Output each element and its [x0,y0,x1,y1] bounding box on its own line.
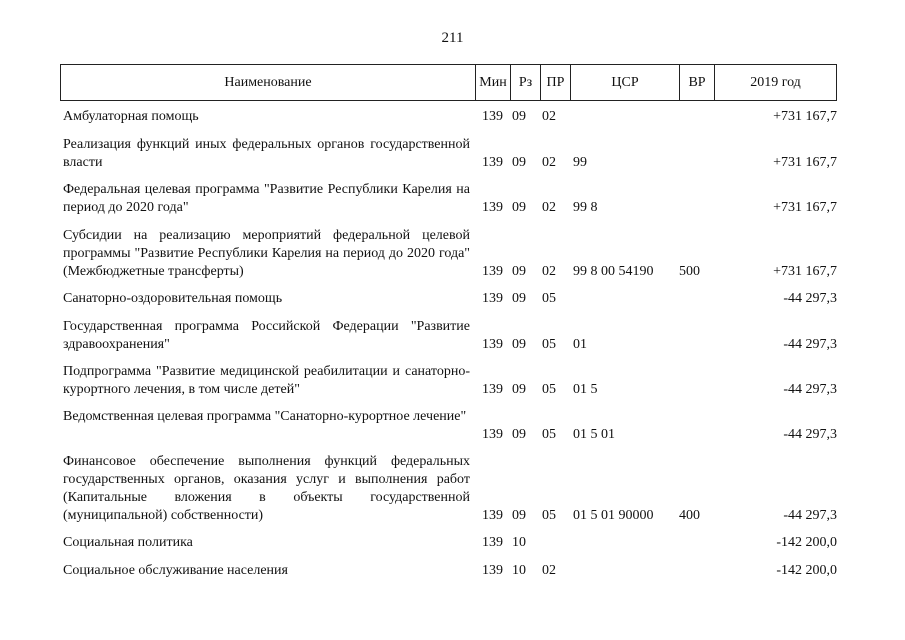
row-rz: 10 [512,563,526,578]
row-min: 139 [482,427,503,442]
row-csr: 01 [573,337,587,352]
row-name: Социальная политика [63,535,193,550]
header-min: Мин [475,65,510,100]
row-vr: 500 [679,264,700,279]
row-pr: 02 [542,264,556,279]
row-csr: 99 [573,155,587,170]
row-amount: -142 200,0 [776,535,837,550]
row-pr: 02 [542,200,556,215]
row-min: 139 [482,264,503,279]
row-amount: +731 167,7 [773,109,837,124]
table-header [60,64,837,101]
row-min: 139 [482,337,503,352]
row-amount: -44 297,3 [783,508,837,523]
row-csr: 99 8 [573,200,598,215]
row-rz: 09 [512,264,526,279]
row-rz: 09 [512,427,526,442]
row-rz: 09 [512,382,526,397]
header-rz: Рз [510,65,540,100]
row-name: Санаторно-оздоровительная помощь [63,291,283,306]
row-amount: -44 297,3 [783,291,837,306]
header-year: 2019 год [714,65,836,100]
row-name: Ведомственная целевая программа "Санаторно-курортное лечение" [63,409,467,424]
row-name: Федеральная целевая программа "Развитие Республики Карелия на период до 2020 года" [63,182,470,215]
row-rz: 09 [512,291,526,306]
row-amount: +731 167,7 [773,155,837,170]
row-rz: 09 [512,337,526,352]
row-name: Социальное обслуживание населения [63,563,288,578]
row-pr: 05 [542,291,556,306]
row-name: Амбулаторная помощь [63,109,199,124]
header-name: Наименование [224,75,312,90]
row-pr: 02 [542,155,556,170]
row-min: 139 [482,109,503,124]
row-min: 139 [482,382,503,397]
row-min: 139 [482,155,503,170]
row-rz: 10 [512,535,526,550]
row-min: 139 [482,563,503,578]
row-rz: 09 [512,200,526,215]
row-csr: 01 5 01 90000 [573,508,654,523]
row-pr: 05 [542,382,556,397]
row-name: Финансовое обеспечение выполнения функций федеральных государственных органов, оказания услуг и выполнения работ (Капитальные вложения в объекты государственной (муниципальной) собственности) [63,454,470,523]
row-pr: 02 [542,563,556,578]
row-amount: -44 297,3 [783,382,837,397]
row-amount: -44 297,3 [783,427,837,442]
row-rz: 09 [512,508,526,523]
row-pr: 02 [542,109,556,124]
row-name: Подпрограмма "Развитие медицинской реабилитации и санаторно-курортного лечения, в том числе детей" [63,364,470,397]
row-name: Субсидии на реализацию мероприятий федеральной целевой программы "Развитие Республики Карелия на период до 2020 года" (Межбюджетные трансферты) [63,228,470,279]
row-name: Реализация функций иных федеральных органов государственной власти [63,137,470,170]
row-amount: +731 167,7 [773,264,837,279]
row-amount: -44 297,3 [783,337,837,352]
row-csr: 01 5 [573,382,598,397]
row-min: 139 [482,291,503,306]
row-amount: +731 167,7 [773,200,837,215]
header-vr: ВР [679,65,714,100]
row-pr: 05 [542,427,556,442]
row-name: Государственная программа Российской Федерации "Развитие здравоохранения" [63,319,470,352]
row-rz: 09 [512,109,526,124]
row-min: 139 [482,535,503,550]
row-pr: 05 [542,337,556,352]
row-amount: -142 200,0 [776,563,837,578]
page-number: 211 [441,30,464,46]
row-vr: 400 [679,508,700,523]
header-pr: ПР [540,65,570,100]
row-min: 139 [482,200,503,215]
row-csr: 99 8 00 54190 [573,264,654,279]
row-csr: 01 5 01 [573,427,615,442]
row-rz: 09 [512,155,526,170]
row-pr: 05 [542,508,556,523]
header-csr: ЦСР [570,65,679,100]
row-min: 139 [482,508,503,523]
